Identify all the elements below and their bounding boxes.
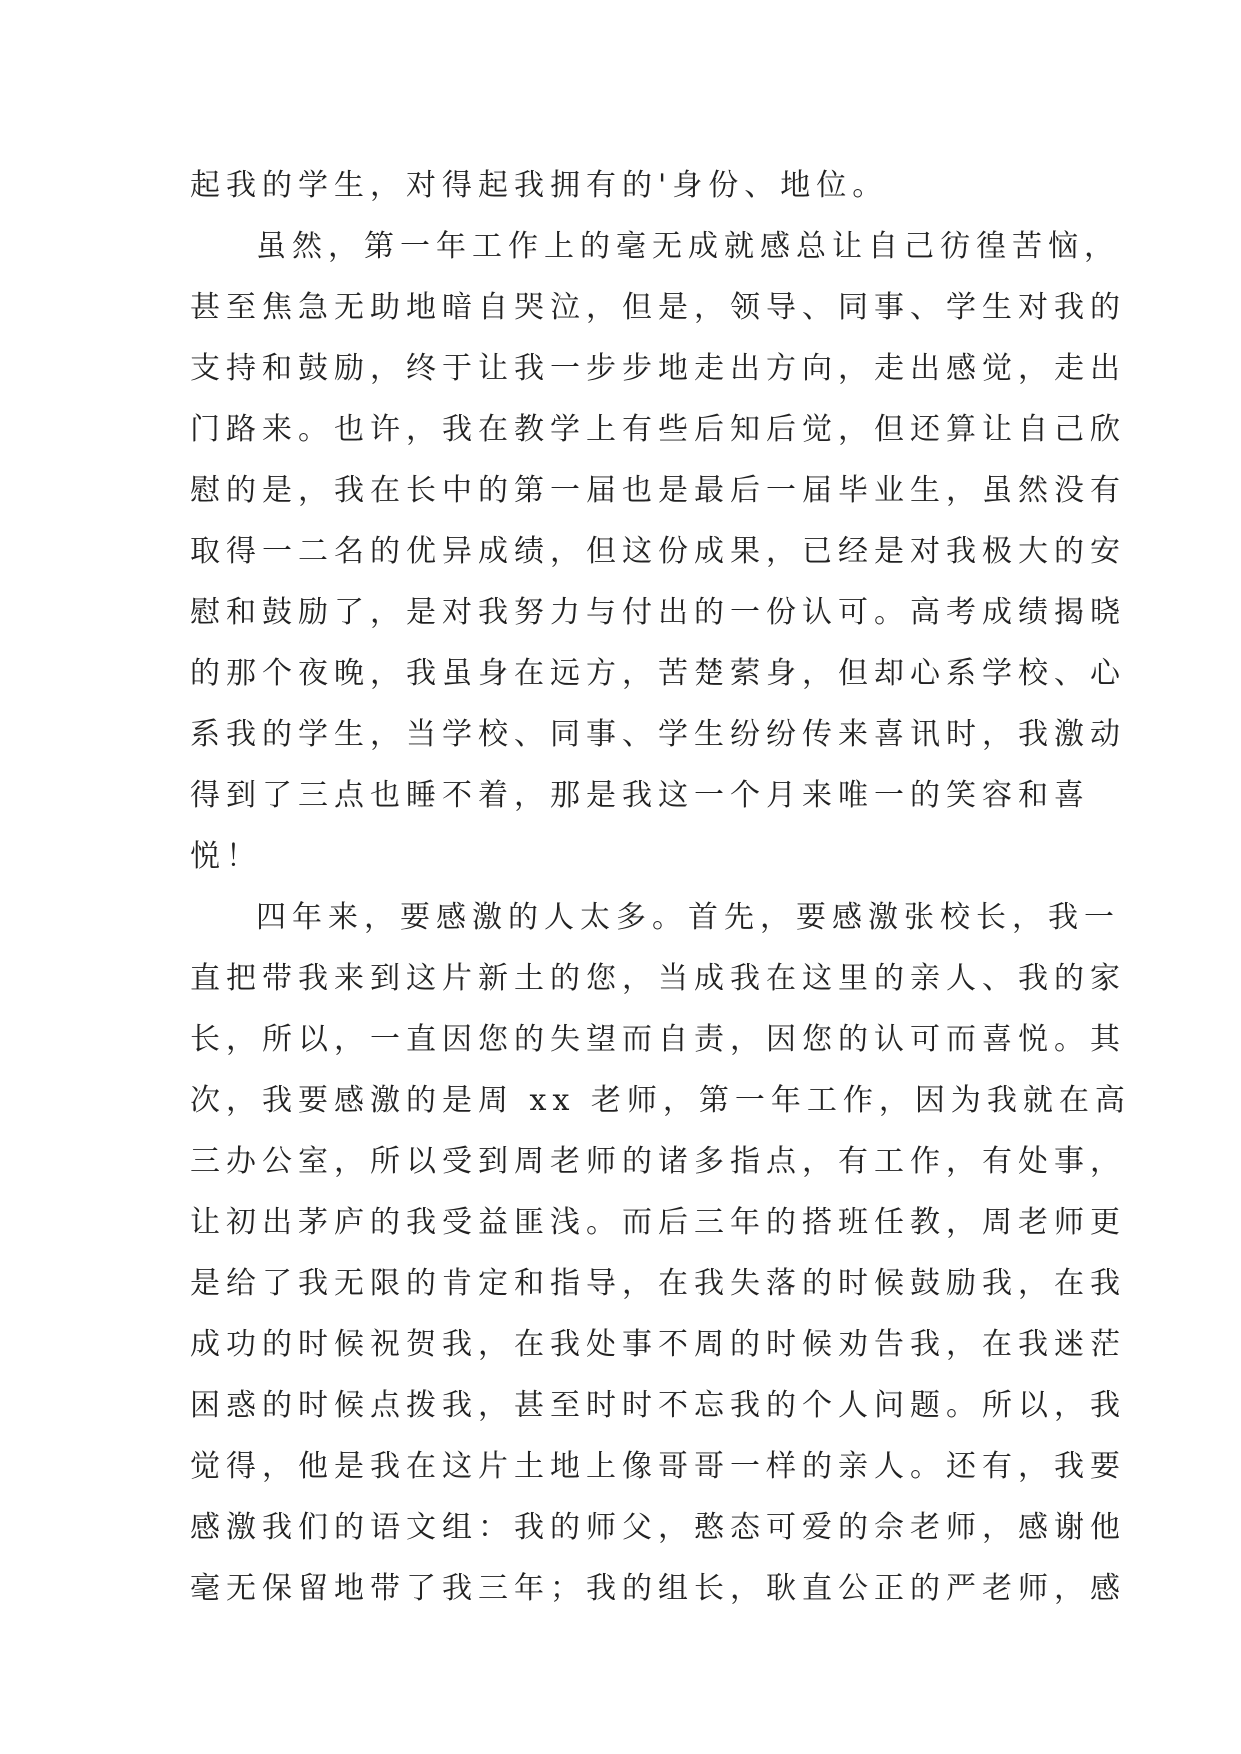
- text-line: 慰和鼓励了，是对我努力与付出的一份认可。高考成绩揭晓: [190, 595, 1126, 630]
- text-line-paragraph-start: 虽然，第一年工作上的毫无成就感总让自己彷徨苦恼，: [256, 229, 1120, 264]
- text-line: 让初出茅庐的我受益匪浅。而后三年的搭班任教，周老师更: [190, 1205, 1126, 1240]
- text-line: 毫无保留地带了我三年；我的组长，耿直公正的严老师，感: [190, 1571, 1126, 1606]
- text-line: 支持和鼓励，终于让我一步步地走出方向，走出感觉，走出: [190, 351, 1126, 386]
- text-line: 起我的学生，对得起我拥有的'身份、地位。: [190, 168, 889, 203]
- text-line: 次，我要感激的是周 xx 老师，第一年工作，因为我就在高: [190, 1083, 1131, 1118]
- text-line: 取得一二名的优异成绩，但这份成果，已经是对我极大的安: [190, 534, 1126, 569]
- text-line: 是给了我无限的肯定和指导，在我失落的时候鼓励我，在我: [190, 1266, 1126, 1301]
- text-line: 困惑的时候点拨我，甚至时时不忘我的个人问题。所以，我: [190, 1388, 1126, 1423]
- text-line: 得到了三点也睡不着，那是我这一个月来唯一的笑容和喜: [190, 778, 1090, 813]
- text-line: 觉得，他是我在这片土地上像哥哥一样的亲人。还有，我要: [190, 1449, 1126, 1484]
- text-line: 系我的学生，当学校、同事、学生纷纷传来喜讯时，我激动: [190, 717, 1126, 752]
- text-line: 直把带我来到这片新土的您，当成我在这里的亲人、我的家: [190, 961, 1126, 996]
- document-body: [190, 155, 1131, 1619]
- text-line: 三办公室，所以受到周老师的诸多指点，有工作，有处事，: [190, 1144, 1126, 1179]
- text-line: 成功的时候祝贺我，在我处事不周的时候劝告我，在我迷茫: [190, 1327, 1126, 1362]
- text-line: 的那个夜晚，我虽身在远方，苦楚萦身，但却心系学校、心: [190, 656, 1126, 691]
- text-line: 感激我们的语文组：我的师父，憨态可爱的佘老师，感谢他: [190, 1510, 1126, 1545]
- text-line: 甚至焦急无助地暗自哭泣，但是，领导、同事、学生对我的: [190, 290, 1126, 325]
- text-line: 长，所以，一直因您的失望而自责，因您的认可而喜悦。其: [190, 1022, 1126, 1057]
- text-line: 门路来。也许，我在教学上有些后知后觉，但还算让自己欣: [190, 412, 1126, 447]
- text-line: 慰的是，我在长中的第一届也是最后一届毕业生，虽然没有: [190, 473, 1126, 508]
- text-line-paragraph-start: 四年来，要感激的人太多。首先，要感激张校长，我一: [256, 900, 1120, 935]
- text-line: 悦！: [190, 839, 262, 874]
